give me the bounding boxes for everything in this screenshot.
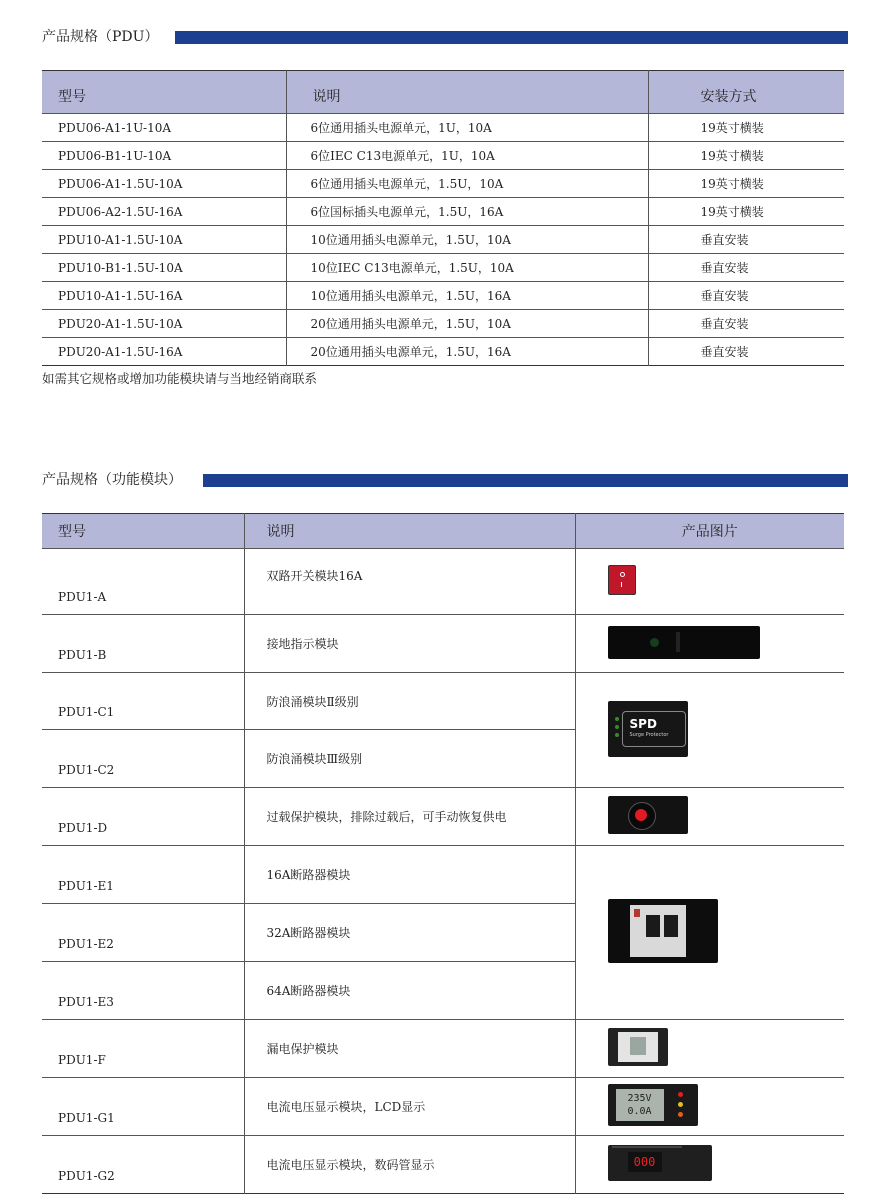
model-cell: PDU06-A1-1U-10A bbox=[42, 114, 286, 142]
section-accent-bar bbox=[203, 474, 848, 487]
model-cell: PDU06-B1-1U-10A bbox=[42, 142, 286, 170]
table-row bbox=[42, 673, 844, 730]
image-cell bbox=[575, 1078, 844, 1136]
model-cell: PDU1-A bbox=[42, 549, 244, 615]
install-cell: 垂直安装 bbox=[648, 254, 844, 282]
ground-indicator-image bbox=[608, 626, 760, 659]
model-cell: PDU10-A1-1.5U-16A bbox=[42, 282, 286, 310]
description-cell: 64A断路器模块 bbox=[244, 962, 575, 1020]
description-cell: 接地指示模块 bbox=[244, 615, 575, 673]
model-cell: PDU10-A1-1.5U-10A bbox=[42, 226, 286, 254]
description-cell: 防浪涌模块Ⅲ级别 bbox=[244, 730, 575, 788]
table-row bbox=[42, 846, 844, 904]
install-cell: 19英寸横装 bbox=[648, 142, 844, 170]
table-row bbox=[42, 788, 844, 846]
header-model: 型号 bbox=[42, 514, 244, 549]
model-cell: PDU06-A2-1.5U-16A bbox=[42, 198, 286, 226]
description-cell: 32A断路器模块 bbox=[244, 904, 575, 962]
lcd-screen bbox=[616, 1089, 664, 1121]
image-cell bbox=[575, 615, 844, 673]
section-accent-bar bbox=[175, 31, 848, 44]
header-install: 安装方式 bbox=[648, 71, 844, 114]
lcd-meter-image bbox=[608, 1084, 698, 1126]
lcd-voltage: 235V bbox=[627, 1093, 652, 1104]
image-cell bbox=[575, 1020, 844, 1078]
image-cell bbox=[575, 1136, 844, 1194]
install-cell: 19英寸横装 bbox=[648, 170, 844, 198]
description-cell: 20位通用插头电源单元，1.5U，16A bbox=[286, 338, 648, 366]
table-row bbox=[42, 310, 844, 338]
model-cell: PDU1-B bbox=[42, 615, 244, 673]
description-cell: 电流电压显示模块，LCD显示 bbox=[244, 1078, 575, 1136]
description-cell: 6位国标插头电源单元，1.5U，16A bbox=[286, 198, 648, 226]
section-title: 产品规格（PDU） bbox=[42, 28, 164, 46]
table-row bbox=[42, 1020, 844, 1078]
image-cell bbox=[575, 788, 844, 846]
table-row bbox=[42, 226, 844, 254]
install-cell: 19英寸横装 bbox=[648, 198, 844, 226]
model-cell: PDU1-E3 bbox=[42, 962, 244, 1020]
table-row bbox=[42, 338, 844, 366]
description-cell: 防浪涌模块Ⅱ级别 bbox=[244, 673, 575, 730]
model-cell: PDU1-C1 bbox=[42, 673, 244, 730]
header-description: 说明 bbox=[244, 514, 575, 549]
table-row bbox=[42, 114, 844, 142]
description-cell: 6位IEC C13电源单元，1U，10A bbox=[286, 142, 648, 170]
table-row bbox=[42, 1078, 844, 1136]
model-cell: PDU1-G1 bbox=[42, 1078, 244, 1136]
header-model: 型号 bbox=[42, 71, 286, 114]
overload-reset-button-image bbox=[608, 796, 688, 834]
spd-label: SPD bbox=[629, 716, 657, 731]
model-cell: PDU10-B1-1.5U-10A bbox=[42, 254, 286, 282]
table-row bbox=[42, 282, 844, 310]
model-cell: PDU06-A1-1.5U-10A bbox=[42, 170, 286, 198]
leakage-protector-image bbox=[608, 1028, 668, 1066]
description-cell: 漏电保护模块 bbox=[244, 1020, 575, 1078]
description-cell: 电流电压显示模块，数码管显示 bbox=[244, 1136, 575, 1194]
table-row bbox=[42, 198, 844, 226]
table-row bbox=[42, 549, 844, 615]
digit-display: 000 bbox=[628, 1152, 662, 1172]
install-cell: 垂直安装 bbox=[648, 338, 844, 366]
section-title: 产品规格（功能模块） bbox=[42, 471, 188, 489]
table-header-row bbox=[42, 71, 844, 114]
contact-note: 如需其它规格或增加功能模块请与当地经销商联系 bbox=[42, 371, 318, 386]
lcd-current: 0.0A bbox=[627, 1106, 652, 1117]
header-description: 说明 bbox=[286, 71, 648, 114]
description-cell: 10位IEC C13电源单元，1.5U，10A bbox=[286, 254, 648, 282]
section-header-modules bbox=[42, 471, 848, 489]
install-cell: 垂直安装 bbox=[648, 226, 844, 254]
description-cell: 6位通用插头电源单元，1U，10A bbox=[286, 114, 648, 142]
image-cell bbox=[575, 846, 844, 1020]
digital-meter-image bbox=[608, 1145, 712, 1181]
image-cell bbox=[575, 549, 844, 615]
circuit-breaker-image bbox=[608, 899, 718, 963]
section-header-pdu bbox=[42, 28, 848, 46]
install-cell: 垂直安装 bbox=[648, 310, 844, 338]
install-cell: 垂直安装 bbox=[648, 282, 844, 310]
image-cell bbox=[575, 673, 844, 788]
model-cell: PDU1-C2 bbox=[42, 730, 244, 788]
description-cell: 20位通用插头电源单元，1.5U，10A bbox=[286, 310, 648, 338]
pdu-spec-table bbox=[42, 70, 844, 366]
module-spec-table bbox=[42, 513, 844, 1194]
rocker-switch-image bbox=[608, 565, 636, 595]
model-cell: PDU1-E1 bbox=[42, 846, 244, 904]
description-cell: 16A断路器模块 bbox=[244, 846, 575, 904]
install-cell: 19英寸横装 bbox=[648, 114, 844, 142]
table-header-row bbox=[42, 514, 844, 549]
model-cell: PDU1-E2 bbox=[42, 904, 244, 962]
model-cell: PDU1-D bbox=[42, 788, 244, 846]
description-cell: 双路开关模块16A bbox=[244, 549, 575, 615]
spd-sublabel: Surge Protector bbox=[629, 731, 669, 738]
surge-protector-image bbox=[608, 701, 688, 757]
table-row bbox=[42, 1136, 844, 1194]
description-cell: 过载保护模块，排除过载后，可手动恢复供电 bbox=[244, 788, 575, 846]
description-cell: 10位通用插头电源单元，1.5U，10A bbox=[286, 226, 648, 254]
table-row bbox=[42, 615, 844, 673]
model-cell: PDU20-A1-1.5U-16A bbox=[42, 338, 286, 366]
header-image: 产品图片 bbox=[575, 514, 844, 549]
table-row bbox=[42, 142, 844, 170]
description-cell: 6位通用插头电源单元，1.5U，10A bbox=[286, 170, 648, 198]
model-cell: PDU1-G2 bbox=[42, 1136, 244, 1194]
model-cell: PDU20-A1-1.5U-10A bbox=[42, 310, 286, 338]
description-cell: 10位通用插头电源单元，1.5U，16A bbox=[286, 282, 648, 310]
table-row bbox=[42, 254, 844, 282]
table-row bbox=[42, 170, 844, 198]
model-cell: PDU1-F bbox=[42, 1020, 244, 1078]
